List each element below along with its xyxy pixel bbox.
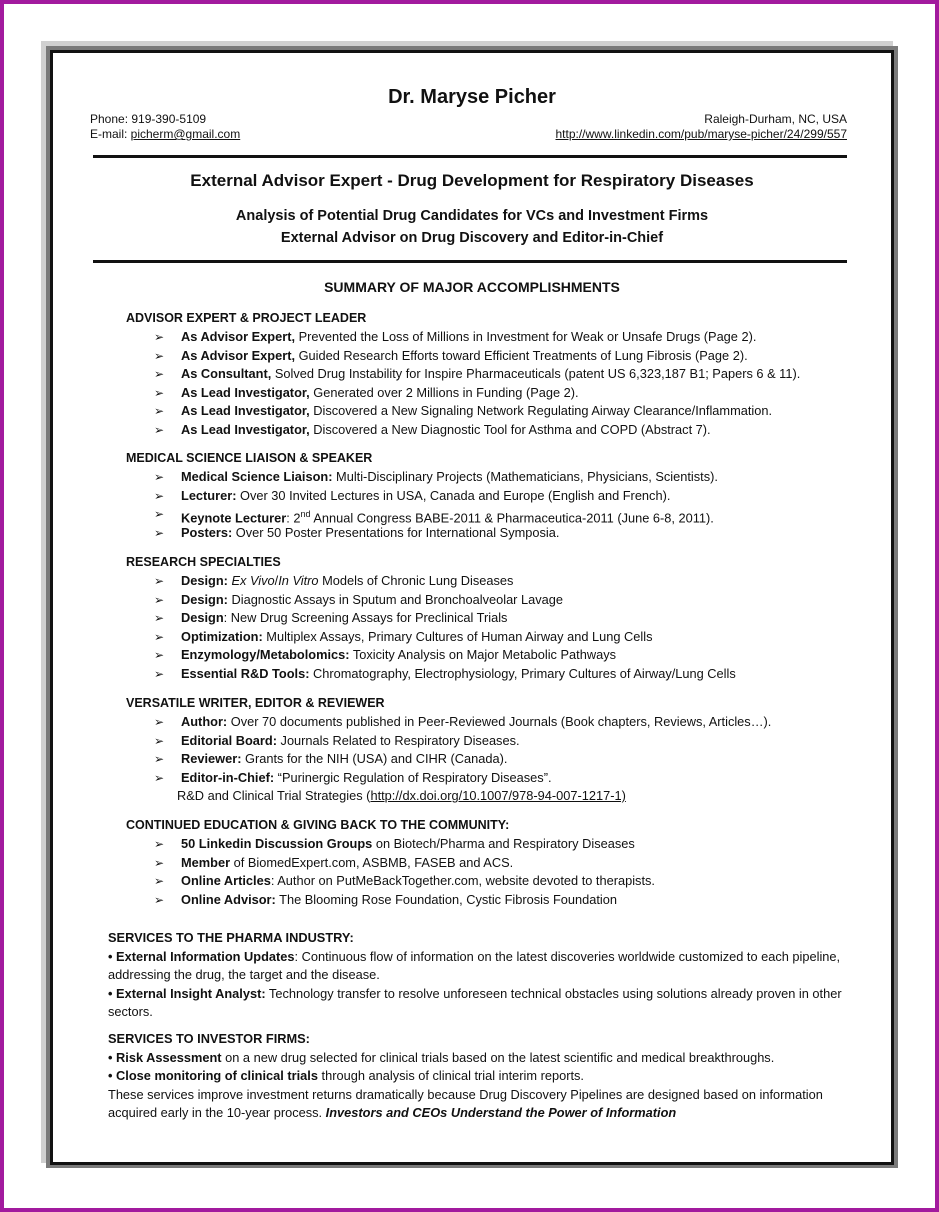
email-line <box>90 127 240 142</box>
list-item: ➢ Editor-in-Chief: “Purinergic Regulation of Respiratory Diseases”. <box>154 769 771 788</box>
research-list <box>154 572 736 684</box>
list-item: ➢ As Lead Investigator, Generated over 2 Millions in Funding (Page 2). <box>154 384 800 403</box>
list-item: ➢ Lecturer: Over 30 Invited Lectures in USA, Canada and Europe (English and French). <box>154 487 718 506</box>
arrow-bullet-icon: ➢ <box>154 874 165 889</box>
list-item: ➢ As Consultant, Solved Drug Instability for Inspire Pharmaceuticals (patent US 6,323,187 B1; Papers 6 & 11). <box>154 365 800 384</box>
services-pharma-p1: • External Information Updates: Continuous flow of information on the latest discoveries worldwide customized to each pipeline, addressing the drug, the target and the disease. <box>108 948 841 983</box>
liaison-list <box>154 468 718 542</box>
subtitle-1: Analysis of Potential Drug Candidates for VCs and Investment Firms <box>235 208 709 224</box>
arrow-bullet-icon: ➢ <box>154 470 165 484</box>
divider-bottom <box>93 260 847 263</box>
list-item: ➢ Online Advisor: The Blooming Rose Foundation, Cystic Fibrosis Foundation <box>154 891 655 910</box>
list-item: ➢ As Advisor Expert, Prevented the Loss of Millions in Investment for Weak or Unsafe Drugs (Page 2). <box>154 328 800 347</box>
list-item: ➢ Posters: Over 50 Poster Presentations for International Symposia. <box>154 524 718 543</box>
section-title-research: RESEARCH SPECIALTIES <box>126 555 281 569</box>
writer-extra-line: R&D and Clinical Trial Strategies (http://dx.doi.org/10.1007/978-94-007-1217-1) <box>177 788 626 803</box>
location: Raleigh-Durham, NC, USA <box>704 112 847 126</box>
arrow-bullet-icon: ➢ <box>154 666 165 681</box>
arrow-bullet-icon: ➢ <box>154 648 165 663</box>
doi-link[interactable]: http://dx.doi.org/10.1007/978-94-007-1217-1) <box>370 788 626 803</box>
contact-left <box>90 112 240 142</box>
services-pharma <box>108 929 868 1022</box>
arrow-bullet-icon: ➢ <box>154 733 165 748</box>
subtitle-2: External Advisor on Drug Discovery and Editor-in-Chief <box>280 230 664 246</box>
email-link[interactable]: picherm@gmail.com <box>130 127 241 141</box>
arrow-bullet-icon: ➢ <box>154 629 165 644</box>
contact-right <box>556 112 848 142</box>
arrow-bullet-icon: ➢ <box>154 837 165 851</box>
candidate-name: Dr. Maryse Picher <box>388 86 556 108</box>
services-investor <box>108 1030 868 1123</box>
list-item: ➢ Member of BiomedExpert.com, ASBMB, FASEB and ACS. <box>154 854 655 873</box>
services-investor-p1: • Risk Assessment on a new drug selected for clinical trials based on the latest scientific and medical breakthroughs. <box>108 1049 775 1065</box>
section-title-liaison: MEDICAL SCIENCE LIAISON & SPEAKER <box>126 451 373 465</box>
arrow-bullet-icon: ➢ <box>154 611 165 626</box>
services-pharma-p2: • External Insight Analyst: Technology transfer to resolve unforeseen technical obstacles using solutions already proven in other sectors. <box>108 985 842 1020</box>
advisor-list <box>154 328 800 440</box>
arrow-bullet-icon: ➢ <box>154 488 165 503</box>
services-investor-title: SERVICES TO INVESTOR FIRMS: <box>108 1031 310 1046</box>
services-investor-p2: • Close monitoring of clinical trials through analysis of clinical trial interim reports. <box>108 1068 584 1084</box>
section-title-education: CONTINUED EDUCATION & GIVING BACK TO THE COMMUNITY: <box>126 818 510 832</box>
arrow-bullet-icon: ➢ <box>154 855 165 870</box>
arrow-bullet-icon: ➢ <box>154 507 165 522</box>
list-item: ➢ Optimization: Multiplex Assays, Primary Cultures of Human Airway and Lung Cells <box>154 628 736 647</box>
education-list <box>154 835 655 909</box>
arrow-bullet-icon: ➢ <box>154 330 165 344</box>
arrow-bullet-icon: ➢ <box>154 525 165 540</box>
resume-paper <box>50 50 894 1165</box>
list-item: ➢ Online Articles: Author on PutMeBackTogether.com, website devoted to therapists. <box>154 872 655 891</box>
phone: Phone: 919-390-5109 <box>90 112 207 126</box>
list-item: ➢ Enzymology/Metabolomics: Toxicity Analysis on Major Metabolic Pathways <box>154 646 736 665</box>
email-label: E-mail: <box>90 127 131 141</box>
list-item: ➢ As Advisor Expert, Guided Research Efforts toward Efficient Treatments of Lung Fibrosis (Page 2). <box>154 347 800 366</box>
list-item: ➢ Essential R&D Tools: Chromatography, Electrophysiology, Primary Cultures of Airway/Lung Cells <box>154 665 736 684</box>
list-item: ➢ 50 Linkedin Discussion Groups on Biotech/Pharma and Respiratory Diseases <box>154 835 655 854</box>
arrow-bullet-icon: ➢ <box>154 752 165 767</box>
arrow-bullet-icon: ➢ <box>154 385 165 400</box>
linkedin-link[interactable]: http://www.linkedin.com/pub/maryse-picher/24/299/557 <box>555 127 847 141</box>
section-title-writer: VERSATILE WRITER, EDITOR & REVIEWER <box>126 696 385 710</box>
list-item: ➢ Design: Ex Vivo/In Vitro Models of Chronic Lung Diseases <box>154 572 736 591</box>
divider-top <box>93 155 847 158</box>
writer-list <box>154 713 771 787</box>
list-item: ➢ Medical Science Liaison: Multi-Disciplinary Projects (Mathematicians, Physicians, Scientists). <box>154 468 718 487</box>
arrow-bullet-icon: ➢ <box>154 404 165 419</box>
list-item: ➢ Author: Over 70 documents published in Peer-Reviewed Journals (Book chapters, Reviews, Articles…). <box>154 713 771 732</box>
list-item: ➢ Keynote Lecturer: 2nd Annual Congress BABE-2011 & Pharmaceutica-2011 (June 6-8, 2011). <box>154 507 714 526</box>
arrow-bullet-icon: ➢ <box>154 770 165 785</box>
summary-heading: SUMMARY OF MAJOR ACCOMPLISHMENTS <box>324 279 620 295</box>
list-item: ➢ Design: Diagnostic Assays in Sputum and Bronchoalveolar Lavage <box>154 591 736 610</box>
list-item: ➢ Editorial Board: Journals Related to Respiratory Diseases. <box>154 732 771 751</box>
arrow-bullet-icon: ➢ <box>154 892 165 907</box>
services-pharma-title: SERVICES TO THE PHARMA INDUSTRY: <box>108 930 354 945</box>
arrow-bullet-icon: ➢ <box>154 422 165 437</box>
headline: External Advisor Expert - Drug Development for Respiratory Diseases <box>190 171 754 190</box>
list-item: ➢ Design: New Drug Screening Assays for Preclinical Trials <box>154 609 736 628</box>
list-item: ➢ Reviewer: Grants for the NIH (USA) and CIHR (Canada). <box>154 750 771 769</box>
arrow-bullet-icon: ➢ <box>154 348 165 363</box>
arrow-bullet-icon: ➢ <box>154 574 165 588</box>
services-investor-p3: These services improve investment returns dramatically because Drug Discovery Pipelines are designed based on information acquired early in the 10-year process. Investors and CEOs Understand the Power of Information <box>108 1086 823 1121</box>
section-title-advisor: ADVISOR EXPERT & PROJECT LEADER <box>126 311 367 325</box>
list-item: ➢ As Lead Investigator, Discovered a New Diagnostic Tool for Asthma and COPD (Abstract 7). <box>154 421 800 440</box>
arrow-bullet-icon: ➢ <box>154 715 165 729</box>
arrow-bullet-icon: ➢ <box>154 592 165 607</box>
arrow-bullet-icon: ➢ <box>154 367 165 382</box>
list-item: ➢ As Lead Investigator, Discovered a New Signaling Network Regulating Airway Clearance/Inflammation. <box>154 402 800 421</box>
